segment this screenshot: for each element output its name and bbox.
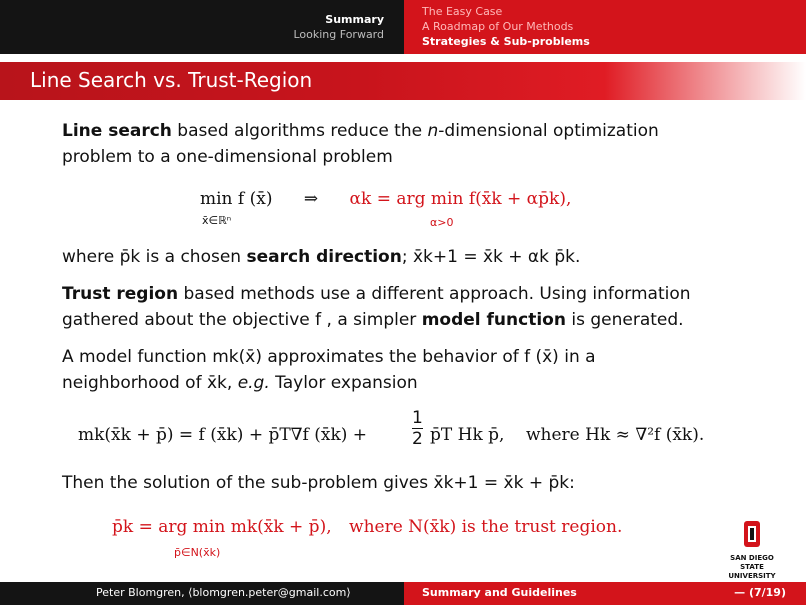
term-line-search: Line search	[62, 121, 172, 141]
text: -dimensional optimization	[438, 121, 659, 141]
eq1-sub-left: x̄∈ℝⁿ	[202, 214, 232, 227]
footer-author: Peter Blomgren, ⟨blomgren.peter@gmail.com⟩	[96, 586, 351, 599]
text: n	[427, 121, 439, 141]
fraction-denominator: 2	[412, 429, 423, 449]
text: A model function mk(x̄) approximates the behavior of f (x̄) in a	[62, 347, 596, 367]
footer-page-number: — (7/19)	[734, 586, 786, 599]
eq-left: min f (x̄)	[200, 189, 273, 209]
eq1-sub-right: α>0	[430, 216, 454, 229]
term-trust-region: Trust region	[62, 284, 179, 304]
equation-taylor	[78, 422, 367, 448]
term-search-direction: search direction	[246, 247, 402, 267]
nav-section-summary[interactable]: Summary	[325, 13, 384, 26]
equation-taylor-tail	[430, 422, 504, 448]
term-model-function: model function	[421, 310, 566, 330]
nav-section-looking-forward[interactable]: Looking Forward	[293, 28, 384, 41]
logo-text	[722, 554, 782, 581]
header-bar	[0, 0, 806, 54]
logo-mark-icon	[722, 520, 782, 550]
text: problem to a one-dimensional problem	[62, 147, 393, 167]
text: e.g.	[237, 373, 270, 393]
text: Then the solution of the sub-problem gives x̄k+1 = x̄k + p̄k:	[62, 473, 575, 493]
eq-right: p̄T Hk p̄,	[430, 425, 505, 445]
equation-hessian	[526, 422, 704, 448]
text: based methods use a different approach. Using information	[178, 284, 691, 304]
eq-left: p̄k = arg min mk(x̄k + p̄),	[112, 517, 332, 537]
eq-left: mk(x̄k + p̄) = f (x̄k) + p̄T∇f (x̄k) +	[78, 425, 368, 445]
text: neighborhood of x̄k,	[62, 373, 238, 393]
footer-bar	[0, 582, 806, 605]
eq-right: αk = arg min f(x̄k + αp̄k),	[349, 189, 572, 209]
paragraph-model-function	[62, 344, 752, 396]
text: gathered about the objective f , a simpler	[62, 310, 422, 330]
eq3-sub: p̄∈N(x̄k)	[174, 546, 221, 559]
nav-sub-roadmap[interactable]: A Roadmap of Our Methods	[422, 20, 574, 33]
footer-title: Summary and Guidelines	[422, 586, 577, 599]
eq-where: where N(x̄k) is the trust region.	[349, 517, 623, 537]
text: ; x̄k+1 = x̄k + αk p̄k.	[401, 247, 581, 267]
equation-trust-region	[112, 514, 622, 540]
text: where p̄k is a chosen	[62, 247, 247, 267]
eq-where: where Hk ≈ ∇²f (x̄k).	[526, 425, 705, 445]
logo-line-1: SAN DIEGO STATE	[730, 554, 774, 571]
equation-line-search	[200, 186, 571, 212]
paragraph-subproblem	[62, 470, 752, 496]
nav-sub-easy-case[interactable]: The Easy Case	[422, 5, 503, 18]
university-logo	[722, 520, 782, 580]
nav-sub-strategies[interactable]: Strategies & Sub-problems	[422, 35, 590, 48]
paragraph-search-direction	[62, 244, 752, 270]
footer-right	[404, 582, 806, 605]
fraction-numerator: 1	[412, 408, 423, 428]
logo-line-2: UNIVERSITY	[728, 572, 776, 580]
fraction-one-half	[412, 408, 423, 449]
section-nav	[0, 0, 404, 54]
paragraph-trust-region	[62, 281, 752, 333]
frame-title-bar	[0, 62, 806, 100]
implies-symbol: ⇒	[303, 189, 319, 209]
text: Taylor expansion	[269, 373, 418, 393]
frame-title: Line Search vs. Trust-Region	[30, 68, 313, 92]
text: based algorithms reduce the	[171, 121, 428, 141]
paragraph-line-search	[62, 118, 752, 170]
subsection-nav	[404, 0, 806, 54]
text: is generated.	[565, 310, 684, 330]
